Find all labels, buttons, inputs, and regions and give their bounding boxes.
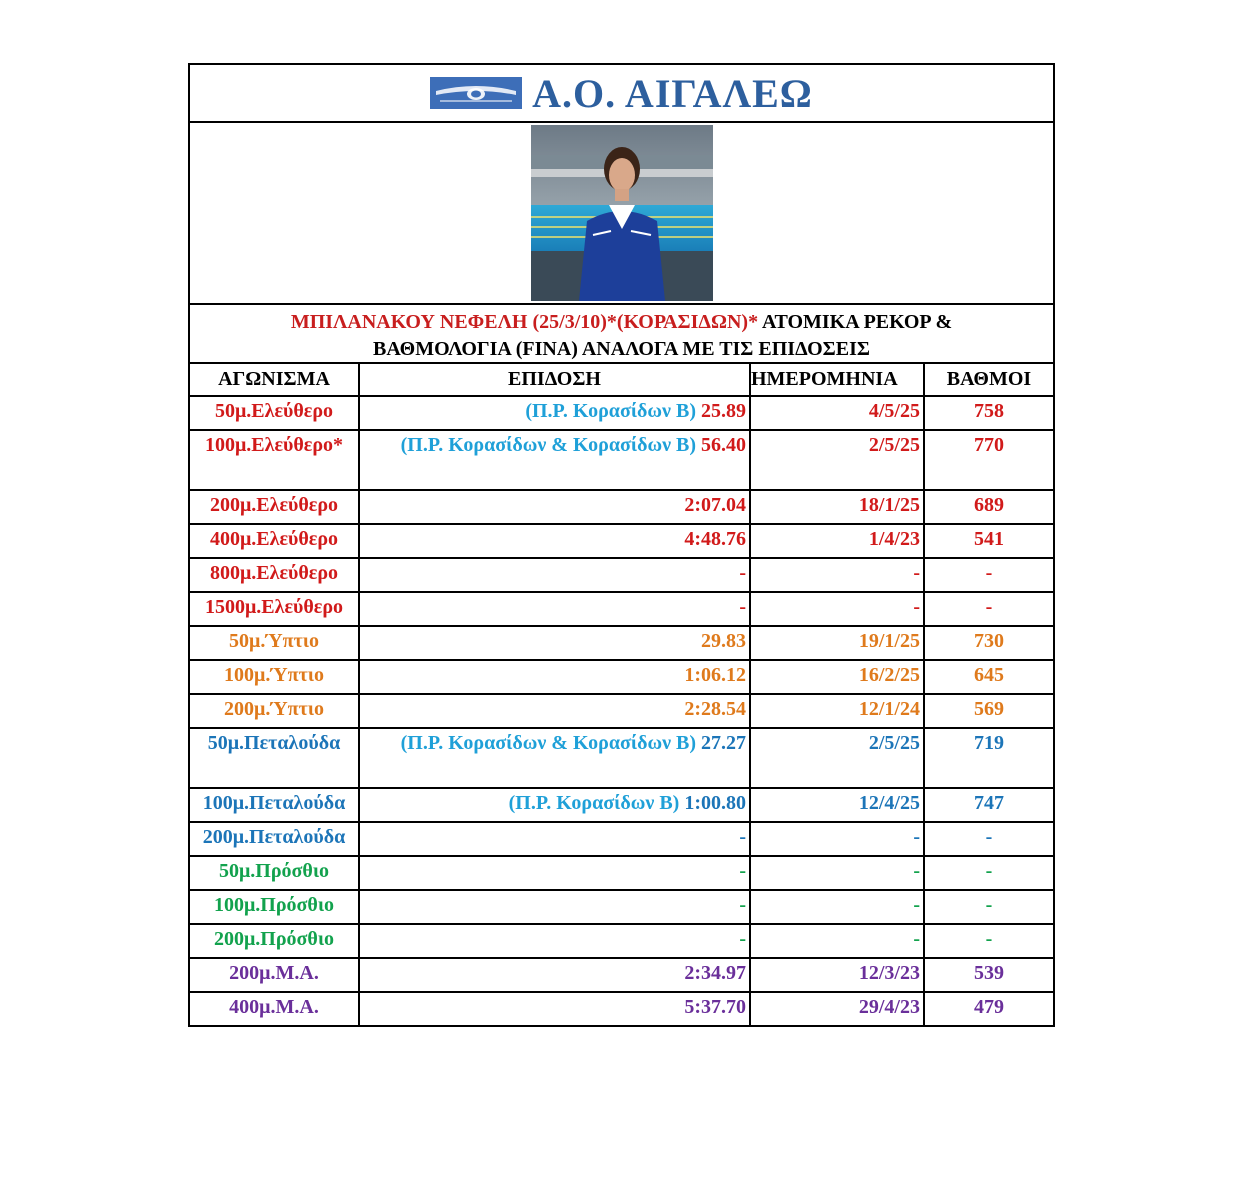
performance-cell [359,396,750,430]
club-header [190,65,1053,123]
performance-cell [359,592,750,626]
points-cell: - [924,856,1053,890]
event-cell: 100μ.Ελεύθερο* [190,430,359,490]
points-cell: 770 [924,430,1053,490]
date-cell: - [750,856,924,890]
table-row [190,856,1053,890]
table-row [190,694,1053,728]
performance-time: 1:00.80 [684,792,746,814]
record-note: (Π.Ρ. Κορασίδων & Κορασίδων Β) [400,732,696,754]
performance-cell [359,924,750,958]
date-cell: 19/1/25 [750,626,924,660]
title-suffix: ΑΤΟΜΙΚΑ ΡΕΚΟΡ & [758,311,953,333]
performance-cell [359,626,750,660]
title-line2: ΒΑΘΜΟΛΟΓΙΑ (FINA) ΑΝΑΛΟΓΑ ΜΕ ΤΙΣ ΕΠΙΔΟΣΕΙΣ [373,338,870,360]
photo-row [190,123,1053,305]
event-cell: 100μ.Ύπτιο [190,660,359,694]
points-cell: 719 [924,728,1053,788]
records-table [190,364,1053,1025]
date-cell: - [750,890,924,924]
event-cell: 1500μ.Ελεύθερο [190,592,359,626]
table-row [190,660,1053,694]
date-cell: 2/5/25 [750,728,924,788]
table-row [190,592,1053,626]
performance-time: 2:34.97 [684,962,746,984]
event-cell: 400μ.Μ.Α. [229,996,319,1018]
performance-cell [359,728,750,788]
date-cell: - [750,592,924,626]
athlete-name: ΜΠΙΛΑΝΑΚΟΥ ΝΕΦΕΛΗ (25/3/10)*(ΚΟΡΑΣΙΔΩΝ)* [290,311,759,333]
date-cell: 1/4/23 [750,524,924,558]
date-cell: 12/1/24 [750,694,924,728]
event-cell: 200μ.Πρόσθιο [190,924,359,958]
date-cell: 12/3/23 [750,958,924,992]
table-row [190,728,1053,788]
event-cell: 50μ.Πεταλούδα [190,728,359,788]
table-row [190,524,1053,558]
event-cell: 100μ.Πρόσθιο [190,890,359,924]
performance-time: 56.40 [701,434,746,456]
performance-cell [359,430,750,490]
performance-time: - [739,562,746,584]
performance-time: - [739,860,746,882]
performance-cell [359,958,750,992]
column-header-performance: ΕΠΙΔΟΣΗ [359,364,750,396]
table-header-row [190,364,1053,396]
points-cell: 479 [924,992,1053,1025]
performance-time: - [739,894,746,916]
column-header-date: ΗΜΕΡΟΜΗΝΙΑ [750,364,924,396]
date-cell: 2/5/25 [750,430,924,490]
date-cell: 16/2/25 [750,660,924,694]
performance-cell [359,856,750,890]
performance-cell [359,822,750,856]
performance-time: - [739,596,746,618]
event-cell: 200μ.Πεταλούδα [190,822,359,856]
table-row [190,558,1053,592]
event-cell: 50μ.Ύπτιο [190,626,359,660]
performance-cell [359,890,750,924]
table-row [190,788,1053,822]
points-cell: - [924,890,1053,924]
club-name: Α.Ο. ΑΙΓΑΛΕΩ [532,70,813,116]
performance-cell [359,490,750,524]
performance-time: - [739,928,746,950]
date-cell: 12/4/25 [750,788,924,822]
points-cell: 747 [924,788,1053,822]
record-note: (Π.Ρ. Κορασίδων Β) [508,792,680,814]
performance-time: 5:37.70 [684,996,746,1018]
table-row [190,992,1053,1025]
performance-time: - [739,826,746,848]
event-cell: 100μ.Πεταλούδα [190,788,359,822]
table-row [190,490,1053,524]
event-cell: 200μ.Ελεύθερο [190,490,359,524]
points-cell: 689 [924,490,1053,524]
date-cell: - [750,558,924,592]
athlete-title [190,305,1053,364]
table-row [190,924,1053,958]
points-cell: - [924,924,1053,958]
performance-time: 29.83 [701,630,746,652]
date-cell: 4/5/25 [750,396,924,430]
athlete-photo [531,125,713,301]
performance-cell [359,788,750,822]
performance-cell [359,558,750,592]
date-cell: 18/1/25 [750,490,924,524]
table-row [190,396,1053,430]
performance-cell [359,694,750,728]
performance-cell [359,992,750,1025]
performance-cell [359,524,750,558]
date-cell: - [750,822,924,856]
event-cell: 400μ.Ελεύθερο [190,524,359,558]
table-row [190,430,1053,490]
performance-time: 2:28.54 [684,698,746,720]
event-cell: 50μ.Ελεύθερο [190,396,359,430]
event-cell: 50μ.Πρόσθιο [190,856,359,890]
records-sheet [188,63,1055,1027]
table-row [190,890,1053,924]
performance-time: 1:06.12 [684,664,746,686]
points-cell: 730 [924,626,1053,660]
points-cell: - [924,558,1053,592]
record-note: (Π.Ρ. Κορασίδων & Κορασίδων Β) [400,434,696,456]
points-cell: 541 [924,524,1053,558]
points-cell: 539 [924,958,1053,992]
date-cell: 29/4/23 [750,992,924,1025]
points-cell: 758 [924,396,1053,430]
points-cell: - [924,822,1053,856]
performance-time: 25.89 [701,400,746,422]
record-note: (Π.Ρ. Κορασίδων Β) [525,400,696,422]
points-cell: 569 [924,694,1053,728]
performance-time: 4:48.76 [684,528,746,550]
column-header-points: ΒΑΘΜΟΙ [924,364,1053,396]
table-row [190,822,1053,856]
date-cell: - [750,924,924,958]
performance-time: 27.27 [701,732,746,754]
table-row [190,626,1053,660]
points-cell: 645 [924,660,1053,694]
club-logo [430,77,522,109]
event-cell: 200μ.Ύπτιο [190,694,359,728]
event-cell: 800μ.Ελεύθερο [190,558,359,592]
event-cell: 200μ.Μ.Α. [190,958,359,992]
column-header-event: ΑΓΩΝΙΣΜΑ [190,364,359,396]
performance-time: 2:07.04 [684,494,746,516]
performance-cell [359,660,750,694]
table-row [190,958,1053,992]
points-cell: - [924,592,1053,626]
